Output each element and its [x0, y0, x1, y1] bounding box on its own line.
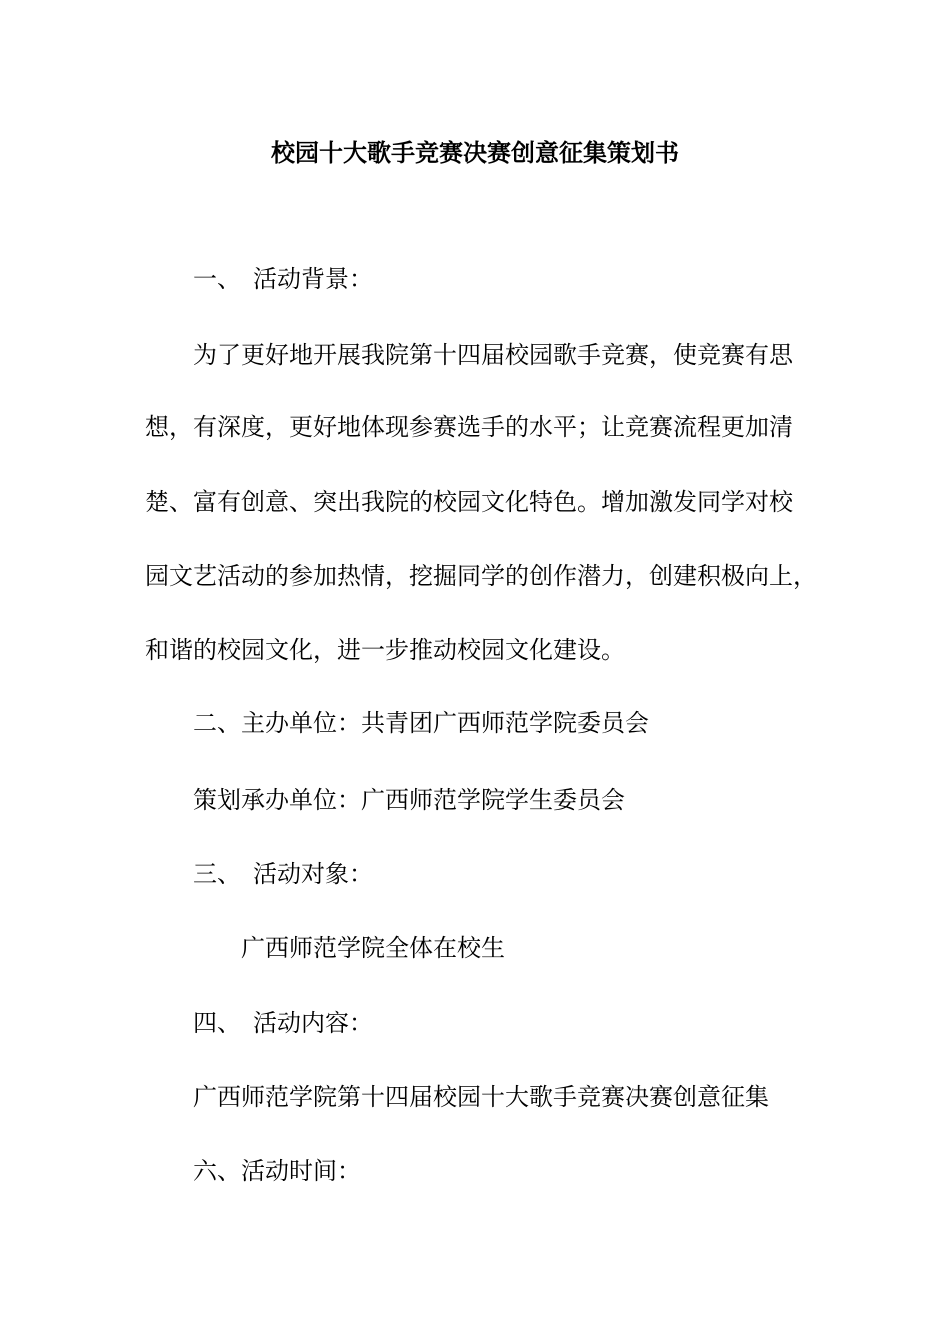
target-line: 广西师范学院全体在校生 [241, 934, 505, 962]
paragraph-line: 园文艺活动的参加热情，挖掘同学的创作潜力，创建积极向上， [145, 562, 817, 590]
section-title: 活动背景： [253, 265, 373, 293]
section-number: 一、 [193, 265, 241, 293]
section-number: 四、 [193, 1009, 241, 1037]
paragraph-line: 楚、富有创意、突出我院的校园文化特色。增加激发同学对校 [145, 488, 793, 516]
section-heading-target [193, 857, 373, 891]
section-title: 活动对象： [253, 860, 373, 888]
paragraph-line: 为了更好地开展我院第十四届校园歌手竞赛，使竞赛有思 [193, 341, 793, 369]
section-title: 活动内容： [253, 1009, 373, 1037]
paragraph-line: 想，有深度，更好地体现参赛选手的水平；让竞赛流程更加清 [145, 413, 793, 441]
section-heading-time: 六、活动时间： [193, 1157, 361, 1185]
section-heading-content [193, 1006, 373, 1040]
section-heading-background [193, 262, 373, 296]
content-line: 广西师范学院第十四届校园十大歌手竞赛决赛创意征集 [193, 1083, 769, 1111]
organizer-line: 策划承办单位：广西师范学院学生委员会 [193, 786, 625, 814]
section-heading-sponsor: 二、主办单位：共青团广西师范学院委员会 [193, 709, 649, 737]
paragraph-line: 和谐的校园文化，进一步推动校园文化建设。 [145, 636, 625, 664]
document-title: 校园十大歌手竞赛决赛创意征集策划书 [271, 138, 679, 167]
section-number: 三、 [193, 860, 241, 888]
